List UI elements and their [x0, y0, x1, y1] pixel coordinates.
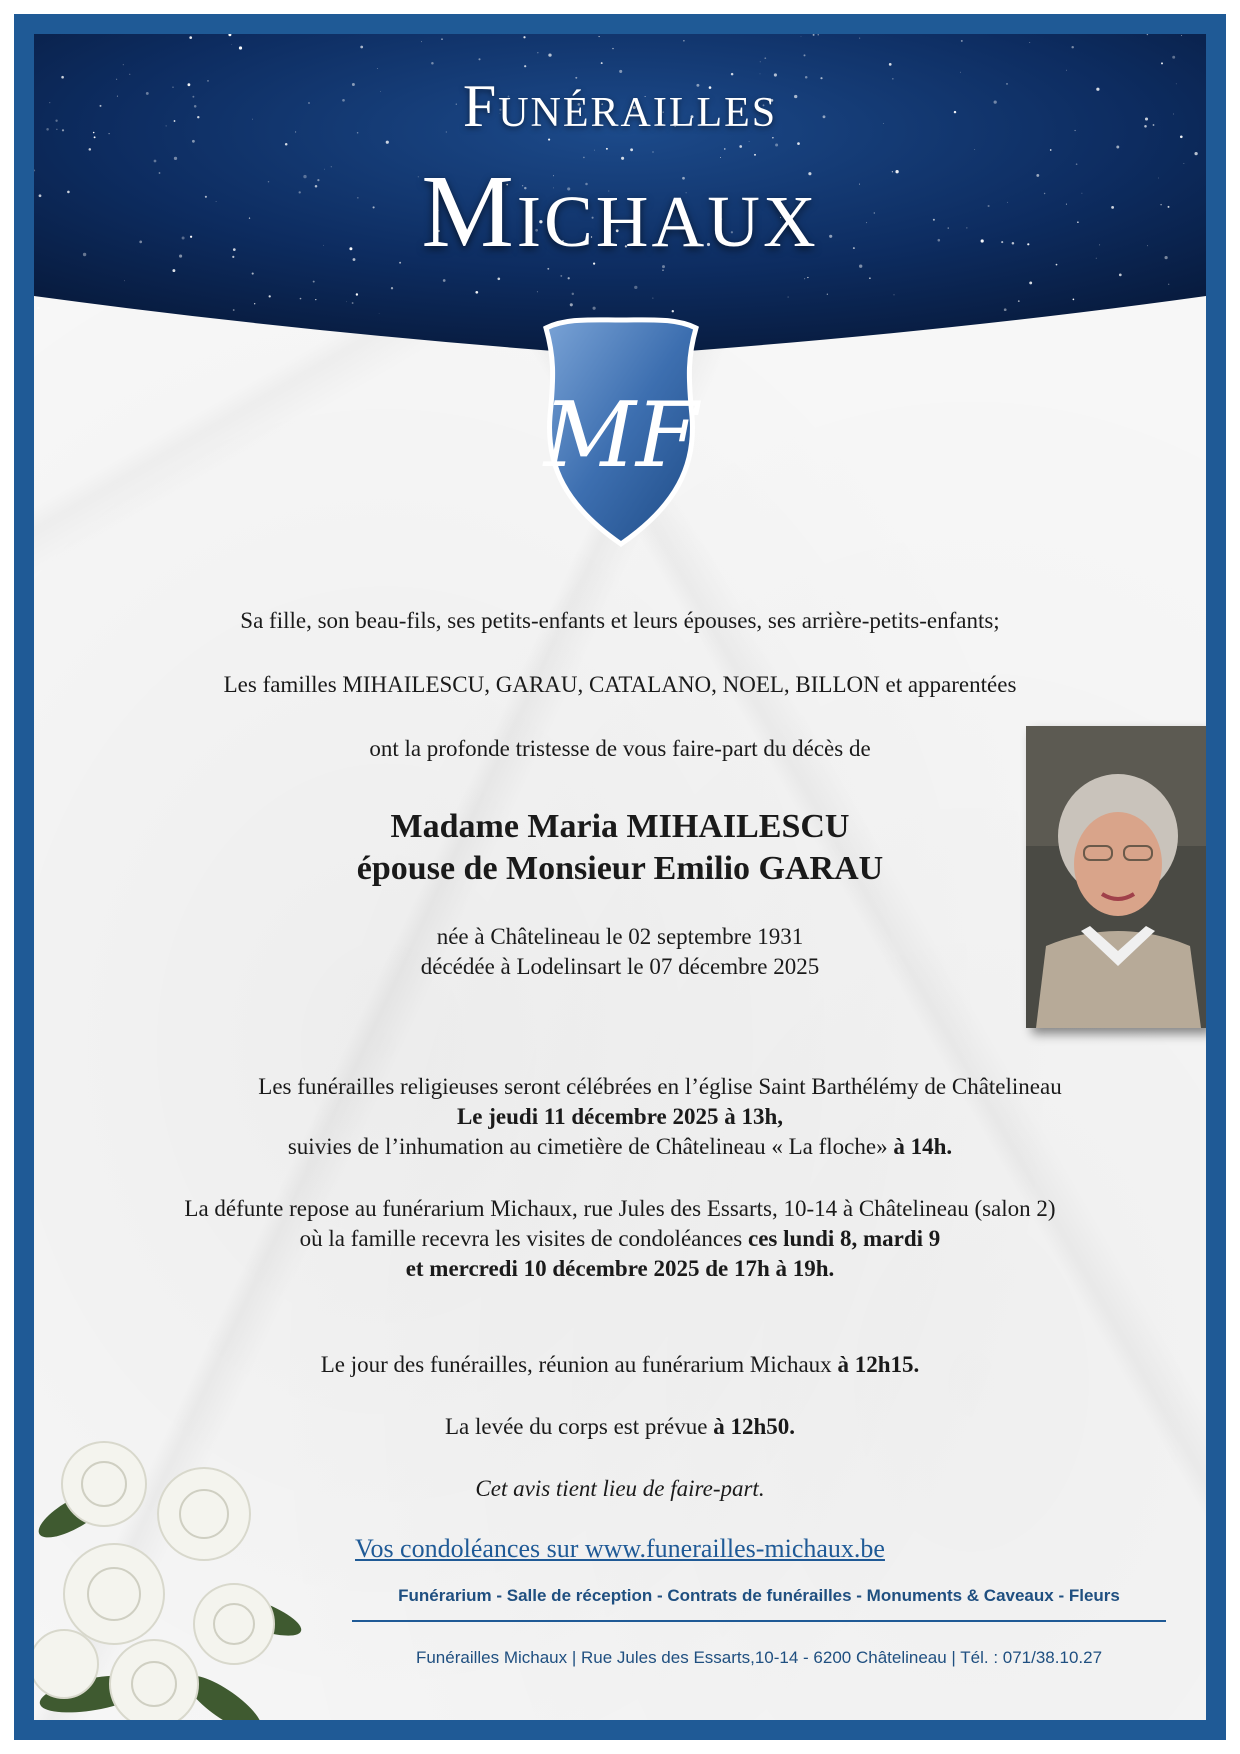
- star: [254, 303, 255, 304]
- visitation-line-3: et mercredi 10 décembre 2025 de 17h à 19h.: [405, 1256, 835, 1281]
- star: [233, 309, 235, 311]
- star: [974, 149, 975, 150]
- death-info: décédée à Lodelinsart le 07 décembre 2025: [420, 954, 820, 979]
- star: [441, 38, 442, 39]
- star: [961, 40, 963, 42]
- star: [827, 294, 828, 295]
- star: [739, 145, 742, 148]
- star: [356, 293, 358, 295]
- star: [1066, 70, 1067, 71]
- star: [386, 141, 389, 144]
- footer-services: Funérarium - Salle de réception - Contrats de funérailles - Monuments & Caveaux - Fleurs: [398, 1586, 1120, 1605]
- intro-line-3: ont la profonde tristesse de vous faire-part du décès de: [369, 736, 871, 761]
- star: [391, 287, 393, 289]
- star: [346, 301, 347, 302]
- star: [568, 277, 570, 279]
- star: [572, 293, 574, 295]
- star: [421, 41, 422, 42]
- star: [269, 295, 271, 297]
- meeting-time: à 12h15.: [837, 1352, 920, 1377]
- ceremony-date: Le jeudi 11 décembre 2025 à 13h,: [456, 1104, 784, 1129]
- star: [360, 46, 363, 49]
- star: [537, 291, 538, 292]
- star: [548, 53, 551, 56]
- deceased-spouse: épouse de Monsieur Emilio GARAU: [356, 850, 884, 887]
- star: [818, 34, 819, 35]
- star: [764, 57, 766, 59]
- star: [1172, 56, 1175, 59]
- star: [807, 277, 808, 278]
- star: [1050, 149, 1052, 151]
- star: [300, 298, 302, 300]
- deceased-name: Madame Maria MIHAILESCU: [390, 808, 850, 845]
- star: [123, 64, 124, 65]
- star: [523, 36, 525, 38]
- star: [1029, 281, 1032, 284]
- levee-time: à 12h50.: [713, 1414, 795, 1439]
- star: [537, 52, 538, 53]
- footer-contact: Funérailles Michaux | Rue Jules des Essarts,10-14 - 6200 Châtelineau | Tél. : 071/38.10.27: [415, 1648, 1103, 1667]
- footer-divider: [352, 1620, 1166, 1622]
- star: [189, 36, 192, 39]
- star: [801, 36, 802, 37]
- star: [570, 303, 573, 306]
- star: [612, 48, 613, 49]
- star: [724, 148, 725, 149]
- star: [239, 46, 242, 49]
- ceremony-line-1: Les funérailles religieuses seront célébrées en l’église Saint Barthélémy de Châtelineau: [258, 1074, 1062, 1099]
- star: [869, 277, 871, 279]
- star: [1161, 62, 1163, 64]
- visitation-text: où la famille recevra les visites de condoléances: [299, 1226, 748, 1251]
- star: [524, 65, 526, 67]
- star: [1181, 35, 1182, 36]
- mf-crest-logo: [536, 316, 706, 548]
- star: [1029, 42, 1030, 43]
- intro-line-1: Sa fille, son beau-fils, ses petits-enfants et leurs épouses, ses arrière-petits-enfants;: [240, 608, 1000, 633]
- visitation-line-1: La défunte repose au funérarium Michaux, rue Jules des Essarts, 10-14 à Châtelineau (salon 2): [184, 1196, 1056, 1221]
- star: [379, 313, 380, 314]
- intro-line-2: Les familles MIHAILESCU, GARAU, CATALANO, NOEL, BILLON et apparentées: [223, 672, 1017, 697]
- star: [606, 148, 608, 150]
- star: [797, 142, 800, 145]
- star: [478, 58, 480, 60]
- star: [804, 278, 805, 279]
- star: [124, 280, 125, 281]
- burial-text: suivies de l’inhumation au cimetière de Châtelineau « La floche»: [287, 1134, 894, 1159]
- star: [431, 62, 434, 65]
- star: [352, 302, 354, 304]
- star: [1073, 299, 1075, 301]
- meeting-text: Le jour des funérailles, réunion au funérarium Michaux: [320, 1352, 838, 1377]
- star: [775, 144, 778, 147]
- birth-info: née à Châtelineau le 02 septembre 1931: [436, 924, 804, 949]
- star: [788, 297, 789, 298]
- star: [894, 295, 895, 296]
- star: [497, 277, 500, 280]
- star: [377, 68, 378, 69]
- star: [813, 34, 815, 36]
- star: [1116, 146, 1119, 149]
- star: [1018, 300, 1020, 302]
- star: [1119, 274, 1122, 277]
- faire-part-notice: Cet avis tient lieu de faire-part.: [475, 1476, 765, 1501]
- star: [630, 148, 633, 151]
- star: [749, 141, 750, 142]
- star: [672, 310, 674, 312]
- visitation-days: ces lundi 8, mardi 9: [747, 1226, 941, 1251]
- star: [89, 148, 92, 151]
- condolences-link[interactable]: Vos condoléances sur www.funerailles-michaux.be: [355, 1534, 885, 1563]
- star: [315, 299, 316, 300]
- star: [594, 150, 595, 151]
- star: [285, 143, 288, 146]
- star: [599, 36, 600, 37]
- star: [889, 63, 892, 66]
- star: [252, 273, 254, 275]
- star: [593, 307, 596, 310]
- visitation-line-2: [34, 1224, 1206, 1254]
- star: [601, 62, 603, 64]
- star: [652, 298, 653, 299]
- star: [443, 279, 446, 282]
- page-frame: [14, 14, 1226, 1740]
- star: [475, 291, 478, 294]
- title-funerailles: Funérailles: [462, 73, 778, 139]
- star: [560, 275, 562, 277]
- title-michaux: Michaux: [421, 154, 819, 269]
- star: [634, 286, 637, 289]
- star: [313, 281, 315, 283]
- star: [859, 38, 860, 39]
- star: [1071, 46, 1073, 48]
- burial-time: à 14h.: [893, 1134, 953, 1159]
- ceremony-line-3: [34, 1132, 1206, 1162]
- star: [1178, 309, 1179, 310]
- star: [1004, 308, 1007, 311]
- star: [37, 307, 39, 309]
- star: [231, 44, 232, 45]
- white-flowers-image: [34, 1364, 334, 1740]
- star: [804, 54, 806, 56]
- star: [1168, 284, 1169, 285]
- star: [683, 40, 685, 42]
- levee-text: La levée du corps est prévue: [444, 1414, 714, 1439]
- crest-monogram: MF: [543, 383, 699, 488]
- star: [760, 61, 761, 62]
